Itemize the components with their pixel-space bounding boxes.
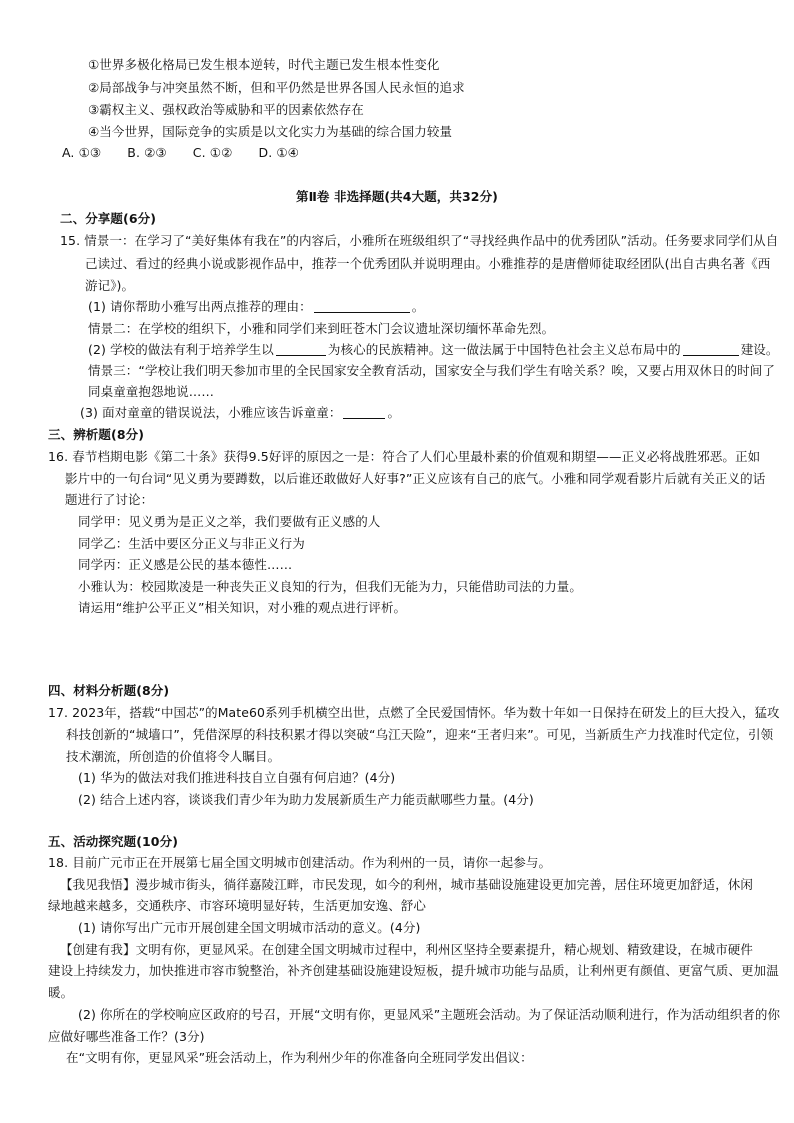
q18-seen-line-2: 绿地越来越多，交通秩序、市容环境明显好转，生活更加安逸、舒心 — [48, 898, 427, 913]
part2-title: 第Ⅱ卷 非选择题(共4大题，共32分) — [295, 189, 498, 204]
q15-sub2-text-c: 建设。 — [740, 342, 779, 357]
q16-discussion-3: 同学丙：正义感是公民的基本德性…… — [78, 557, 293, 572]
q15-line-3: 游记》)。 — [85, 278, 135, 293]
q17-line-2: 科技创新的“城墙口”，凭借深厚的科技积累才得以突破“乌江天险”，迎来“王者归来”。可见，当新质生产力找准时代定位，引领 — [66, 727, 774, 742]
q18-question-2-line-1: (2) 你所在的学校响应区政府的号召，开展“文明有你，更显风采”主题班会活动。为了保证活动顺利进行，作为活动组织者的你 — [78, 1007, 781, 1022]
q15-sub2-text-a: (2) 学校的做法有利于培养学生以 — [88, 342, 274, 357]
q16-discussion-4: 小雅认为：校园欺凌是一种丧失正义良知的行为，但我们无能为力，只能借助司法的力量。 — [78, 579, 583, 594]
q15-scene3-line-2: 同桌童童抱怨地说…… — [88, 384, 215, 399]
q18-intro: 18. 目前广元市正在开展第七届全国文明城市创建活动。作为利州的一员，请你一起参与。 — [48, 855, 552, 870]
q14-statement-1: ①世界多极化格局已发生根本逆转，时代主题已发生根本性变化 — [88, 57, 440, 72]
answer-blank[interactable] — [276, 343, 326, 356]
q14-option-c: C. ①② — [192, 145, 233, 160]
q14-option-d: D. ①④ — [258, 145, 299, 160]
answer-blank[interactable] — [343, 406, 385, 419]
q15-scene2: 情景二：在学校的组织下，小雅和同学们来到旺苍木门会议遗址深切缅怀革命先烈。 — [88, 321, 555, 336]
q14-statement-4: ④当今世界，国际竞争的实质是以文化实力为基础的综合国力较量 — [88, 124, 453, 139]
q16-discussion-2: 同学乙：生活中要区分正义与非正义行为 — [78, 536, 305, 551]
q18-question-1: (1) 请你写出广元市开展创建全国文明城市活动的意义。(4分) — [78, 920, 421, 935]
q18-create-line-3: 暖。 — [48, 985, 74, 1000]
q15-sub3-text: (3) 面对童童的错误说法，小雅应该告诉童童： — [80, 405, 342, 420]
q15-sub3 — [80, 405, 400, 421]
section2-title: 二、分享题(6分) — [60, 211, 157, 226]
q14-statement-3: ③霸权主义、强权政治等威胁和平的因素依然存在 — [88, 102, 364, 117]
q17-line-3: 技术潮流，所创造的价值将令人瞩目。 — [66, 749, 281, 764]
q17-line-1: 17. 2023年，搭载“中国芯”的Mate60系列手机横空出世，点燃了全民爱国情怀。华为数十年如一日保持在研发上的巨大投入，猛攻 — [48, 705, 780, 720]
answer-blank[interactable] — [314, 300, 410, 313]
section4-title: 四、材料分析题(8分) — [48, 683, 170, 698]
q16-line-3: 题进行了讨论： — [65, 492, 154, 507]
q15-line-2: 己读过、看过的经典小说或影视作品中，推荐一个优秀团队并说明理由。小雅推荐的是唐僧师徒取经团队(出自古典名著《西 — [85, 256, 771, 271]
section5-title: 五、活动探究题(10分) — [48, 834, 179, 849]
q15-scene3-line-1: 情景三：“学校让我们明天参加市里的全民国家安全教育活动，国家安全与我们学生有啥关系？唉，又要占用双休日的时间了 — [88, 363, 775, 378]
q14-option-a: A. ①③ — [62, 145, 102, 160]
q17-question-2: (2) 结合上述内容，谈谈我们青少年为助力发展新质生产力能贡献哪些力量。(4分) — [78, 792, 534, 807]
q16-task: 请运用“维护公平正义”相关知识，对小雅的观点进行评析。 — [78, 600, 407, 615]
q16-discussion-1: 同学甲：见义勇为是正义之举，我们要做有正义感的人 — [78, 514, 381, 529]
q14-option-b: B. ②③ — [127, 145, 167, 160]
q16-line-2: 影片中的一句台词“见义勇为要蹲数，以后谁还敢做好人好事?”正义应该有自己的底气。小雅和同学观看影片后就有关正义的话 — [65, 471, 766, 486]
q15-sub1 — [88, 299, 424, 315]
section3-title: 三、辨析题(8分) — [48, 427, 145, 442]
q15-sub2-text-b: 为核心的民族精神。这一做法属于中国特色社会主义总布局中的 — [327, 342, 681, 357]
q14-statement-2: ②局部战争与冲突虽然不断，但和平仍然是世界各国人民永恒的追求 — [88, 80, 465, 95]
q15-sub2 — [88, 342, 779, 358]
q18-create-line-1: 【创建有我】文明有你，更显风采。在创建全国文明城市过程中，利州区坚持全要素提升，精心规划、精致建设，在城市硬件 — [60, 942, 754, 957]
q18-seen-line-1: 【我见我悟】漫步城市街头，徜徉嘉陵江畔，市民发现，如今的利州，城市基础设施建设更加完善，居住环境更加舒适，休闲 — [60, 877, 754, 892]
q15-line-1: 15. 情景一：在学习了“美好集体有我在”的内容后，小雅所在班级组织了“寻找经典作品中的优秀团队”活动。任务要求同学们从自 — [60, 233, 779, 248]
q15-sub1-text: (1) 请你帮助小雅写出两点推荐的理由： — [88, 299, 312, 314]
q16-line-1: 16. 春节档期电影《第二十条》获得9.5好评的原因之一是：符合了人们心里最朴素的价值观和期望——正义必将战胜邪恶。正如 — [48, 449, 761, 464]
q18-create-line-2: 建设上持续发力，加快推进市容市貌整治，补齐创建基础设施建设短板，提升城市功能与品质，让利州更有颜值、更富气质、更加温 — [48, 963, 779, 978]
q18-question-3: 在“文明有你，更显风采”班会活动上，作为利州少年的你准备向全班同学发出倡议： — [66, 1050, 533, 1065]
end-mark: 。 — [387, 405, 401, 420]
q18-question-2-line-2: 应做好哪些准备工作？(3分) — [48, 1029, 205, 1044]
q17-question-1: (1) 华为的做法对我们推进科技自立自强有何启迪？(4分) — [78, 770, 396, 785]
answer-blank[interactable] — [683, 343, 739, 356]
end-mark: 。 — [411, 299, 425, 314]
q14-options — [62, 145, 321, 161]
